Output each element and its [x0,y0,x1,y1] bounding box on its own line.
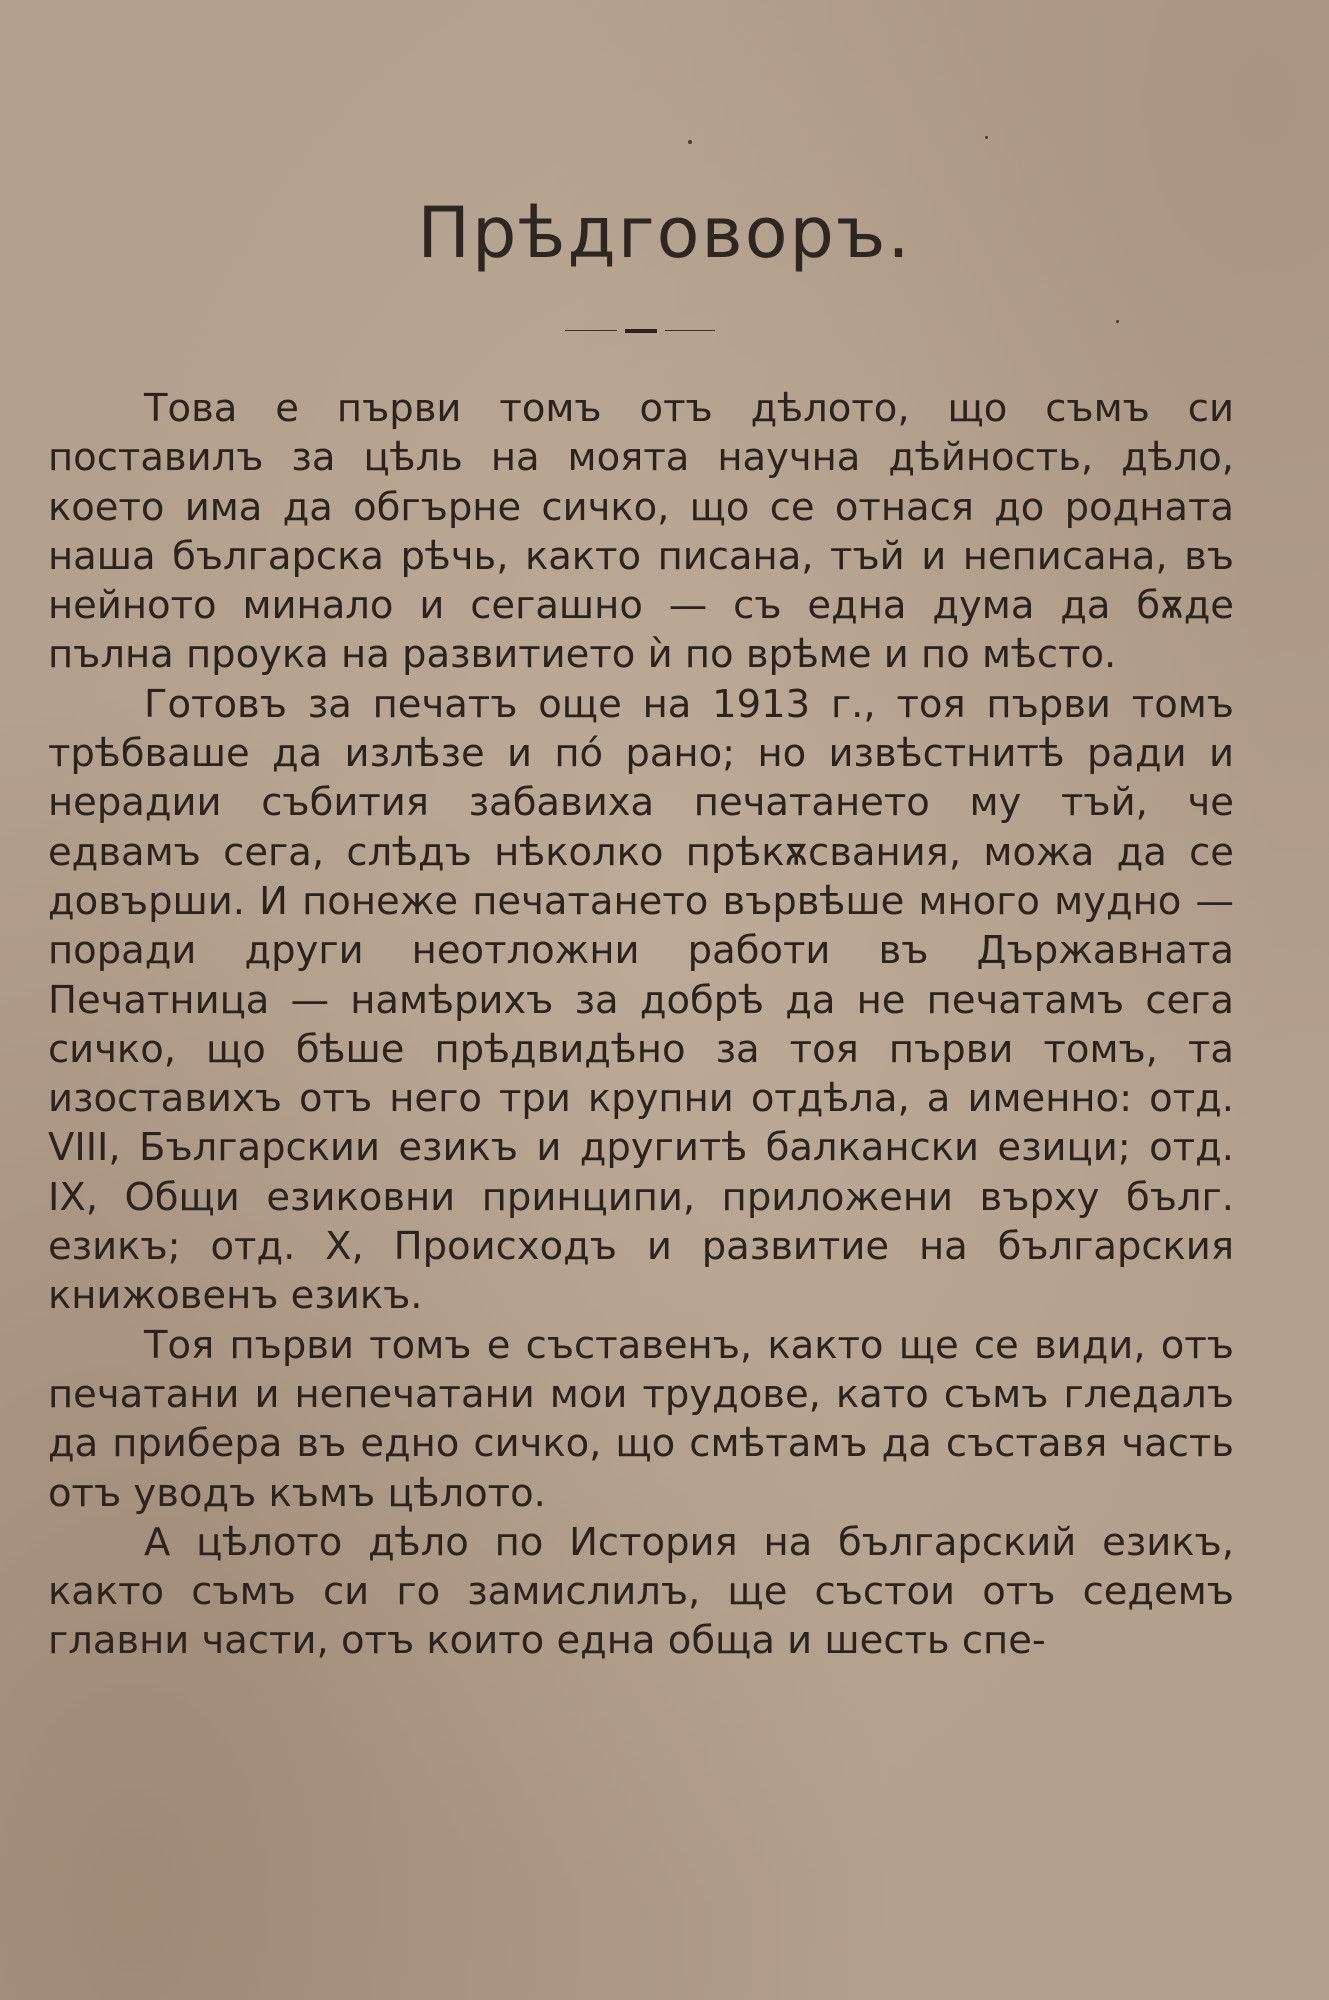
decorative-rule [565,329,715,333]
rule-line-right [665,330,715,331]
paper-speck [985,136,988,139]
rule-line-left [565,330,617,331]
paragraph-1: Това е първи томъ отъ дѣлото, що съмъ си поставилъ за цѣль на моята научна дѣйность, дѣло, което има да обгърне сичко, що се отнася до родната наша българска рѣчь, както писана, тъй и неписана, въ нейното минало и сегашно — съ една дума да бѫде пълна проука на развитието ѝ по врѣме и по мѣсто. [48,386,1234,678]
paper-speck [1116,320,1119,323]
page-title: Прѣдговоръ. [417,192,912,274]
body-text [48,384,1234,1666]
paragraph-2: Готовъ за печатъ още на 1913 г., тоя първи томъ трѣбваше да излѣзе и по́ рано; но извѣстнитѣ ради и нерадии събития забавиха печатането му тъй, че едвамъ сега, слѣдъ нѣколко прѣкѫсвания, можа да се довърши. И понеже печатането вървѣше много мудно — поради други неотложни работи въ Държавната Печатница — намѣрихъ за добрѣ да не печатамъ сега сичко, що бѣше прѣдвидѣно за тоя първи томъ, та изоставихъ отъ него три крупни отдѣла, а именно: отд. VIII, Българскии езикъ и другитѣ балкански езици; отд. IX, Общи езиковни принципи, приложени върху бълг. езикъ; отд. X, Происходъ и развитие на българския книжовенъ езикъ. [48,681,1234,1319]
paper-speck [688,140,692,144]
paragraph-3: Тоя първи томъ е съставенъ, както ще се види, отъ печатани и непечатани мои трудове, като съмъ гледалъ да прибера въ едно сичко, що смѣтамъ да съставя часть отъ уводъ къмъ цѣлото. [48,1322,1234,1516]
paragraph-4: А цѣлото дѣло по История на българский езикъ, както съмъ си го замислилъ, ще състои отъ седемъ главни части, отъ които една обща и шесть спе- [48,1519,1234,1664]
rule-center-bar [625,329,657,333]
